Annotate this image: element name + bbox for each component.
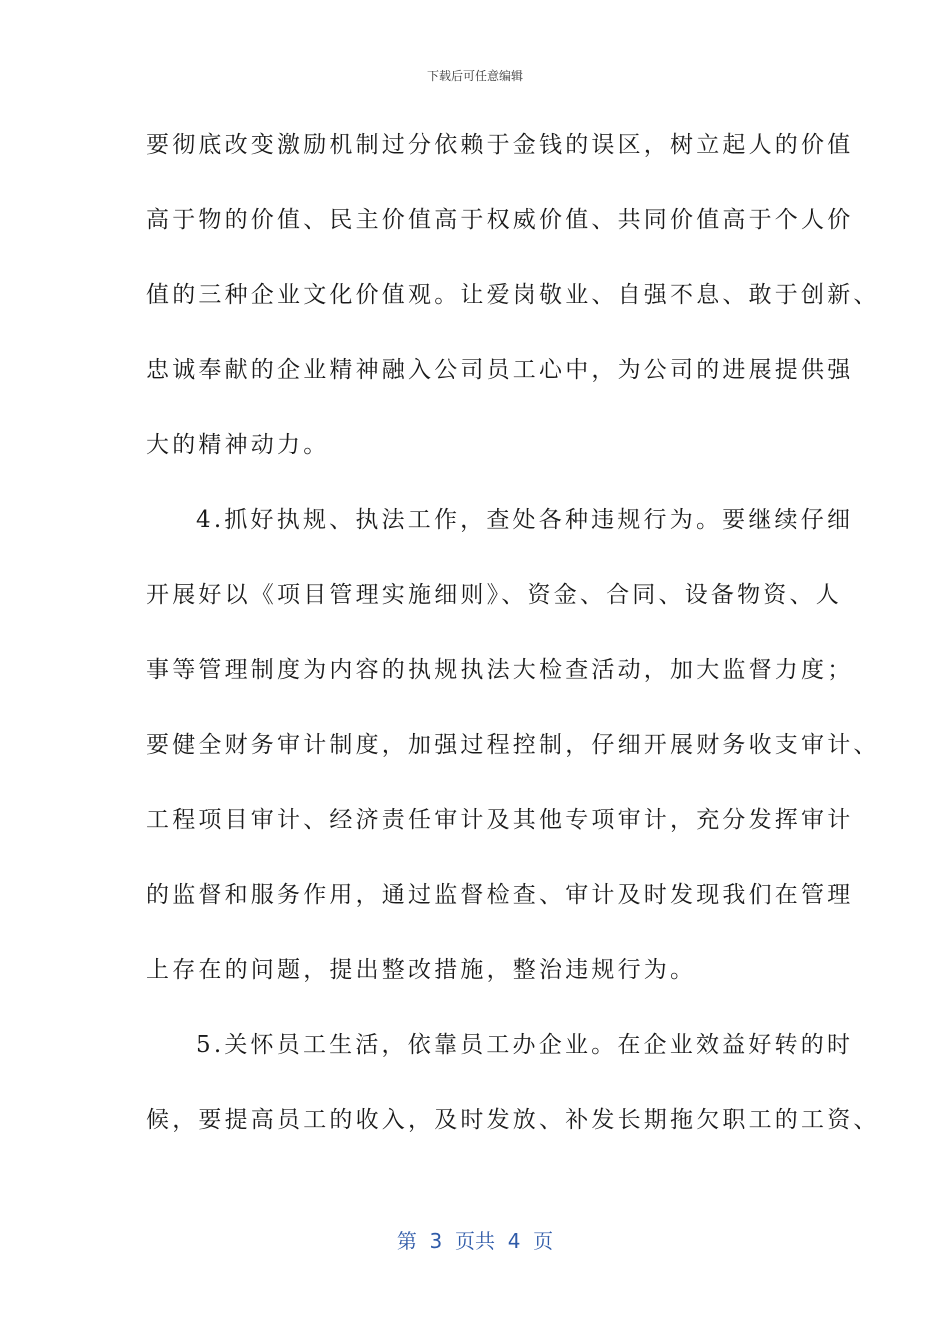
paragraph-start-line: 5.关怀员工生活，依靠员工办企业。在企业效益好转的时 <box>196 1032 854 1058</box>
body-line: 要健全财务审计制度，加强过程控制，仔细开展财务收支审计、 <box>146 732 880 758</box>
body-line: 开展好以《项目管理实施细则》、资金、合同、设备物资、人 <box>146 582 842 608</box>
body-line: 值的三种企业文化价值观。让爱岗敬业、自强不息、敢于创新、 <box>146 282 880 308</box>
body-line: 事等管理制度为内容的执规执法大检查活动，加大监督力度； <box>146 657 854 683</box>
body-line: 大的精神动力。 <box>146 432 330 458</box>
body-line: 候，要提高员工的收入，及时发放、补发长期拖欠职工的工资、 <box>146 1107 880 1133</box>
body-line: 要彻底改变激励机制过分依赖于金钱的误区，树立起人的价值 <box>146 132 854 158</box>
body-line: 忠诚奉献的企业精神融入公司员工心中，为公司的进展提供强 <box>146 357 854 383</box>
body-line: 的监督和服务作用，通过监督检查、审计及时发现我们在管理 <box>146 882 854 908</box>
page-number-footer: 第 3 页共 4 页 <box>396 1229 554 1253</box>
body-line: 工程项目审计、经济责任审计及其他专项审计，充分发挥审计 <box>146 807 854 833</box>
page-header: 下载后可任意编辑 <box>426 69 523 83</box>
paragraph-start-line: 4.抓好执规、执法工作，查处各种违规行为。要继续仔细 <box>196 507 854 533</box>
body-line: 上存在的问题，提出整改措施，整治违规行为。 <box>146 957 697 983</box>
body-line: 高于物的价值、民主价值高于权威价值、共同价值高于个人价 <box>146 207 854 233</box>
